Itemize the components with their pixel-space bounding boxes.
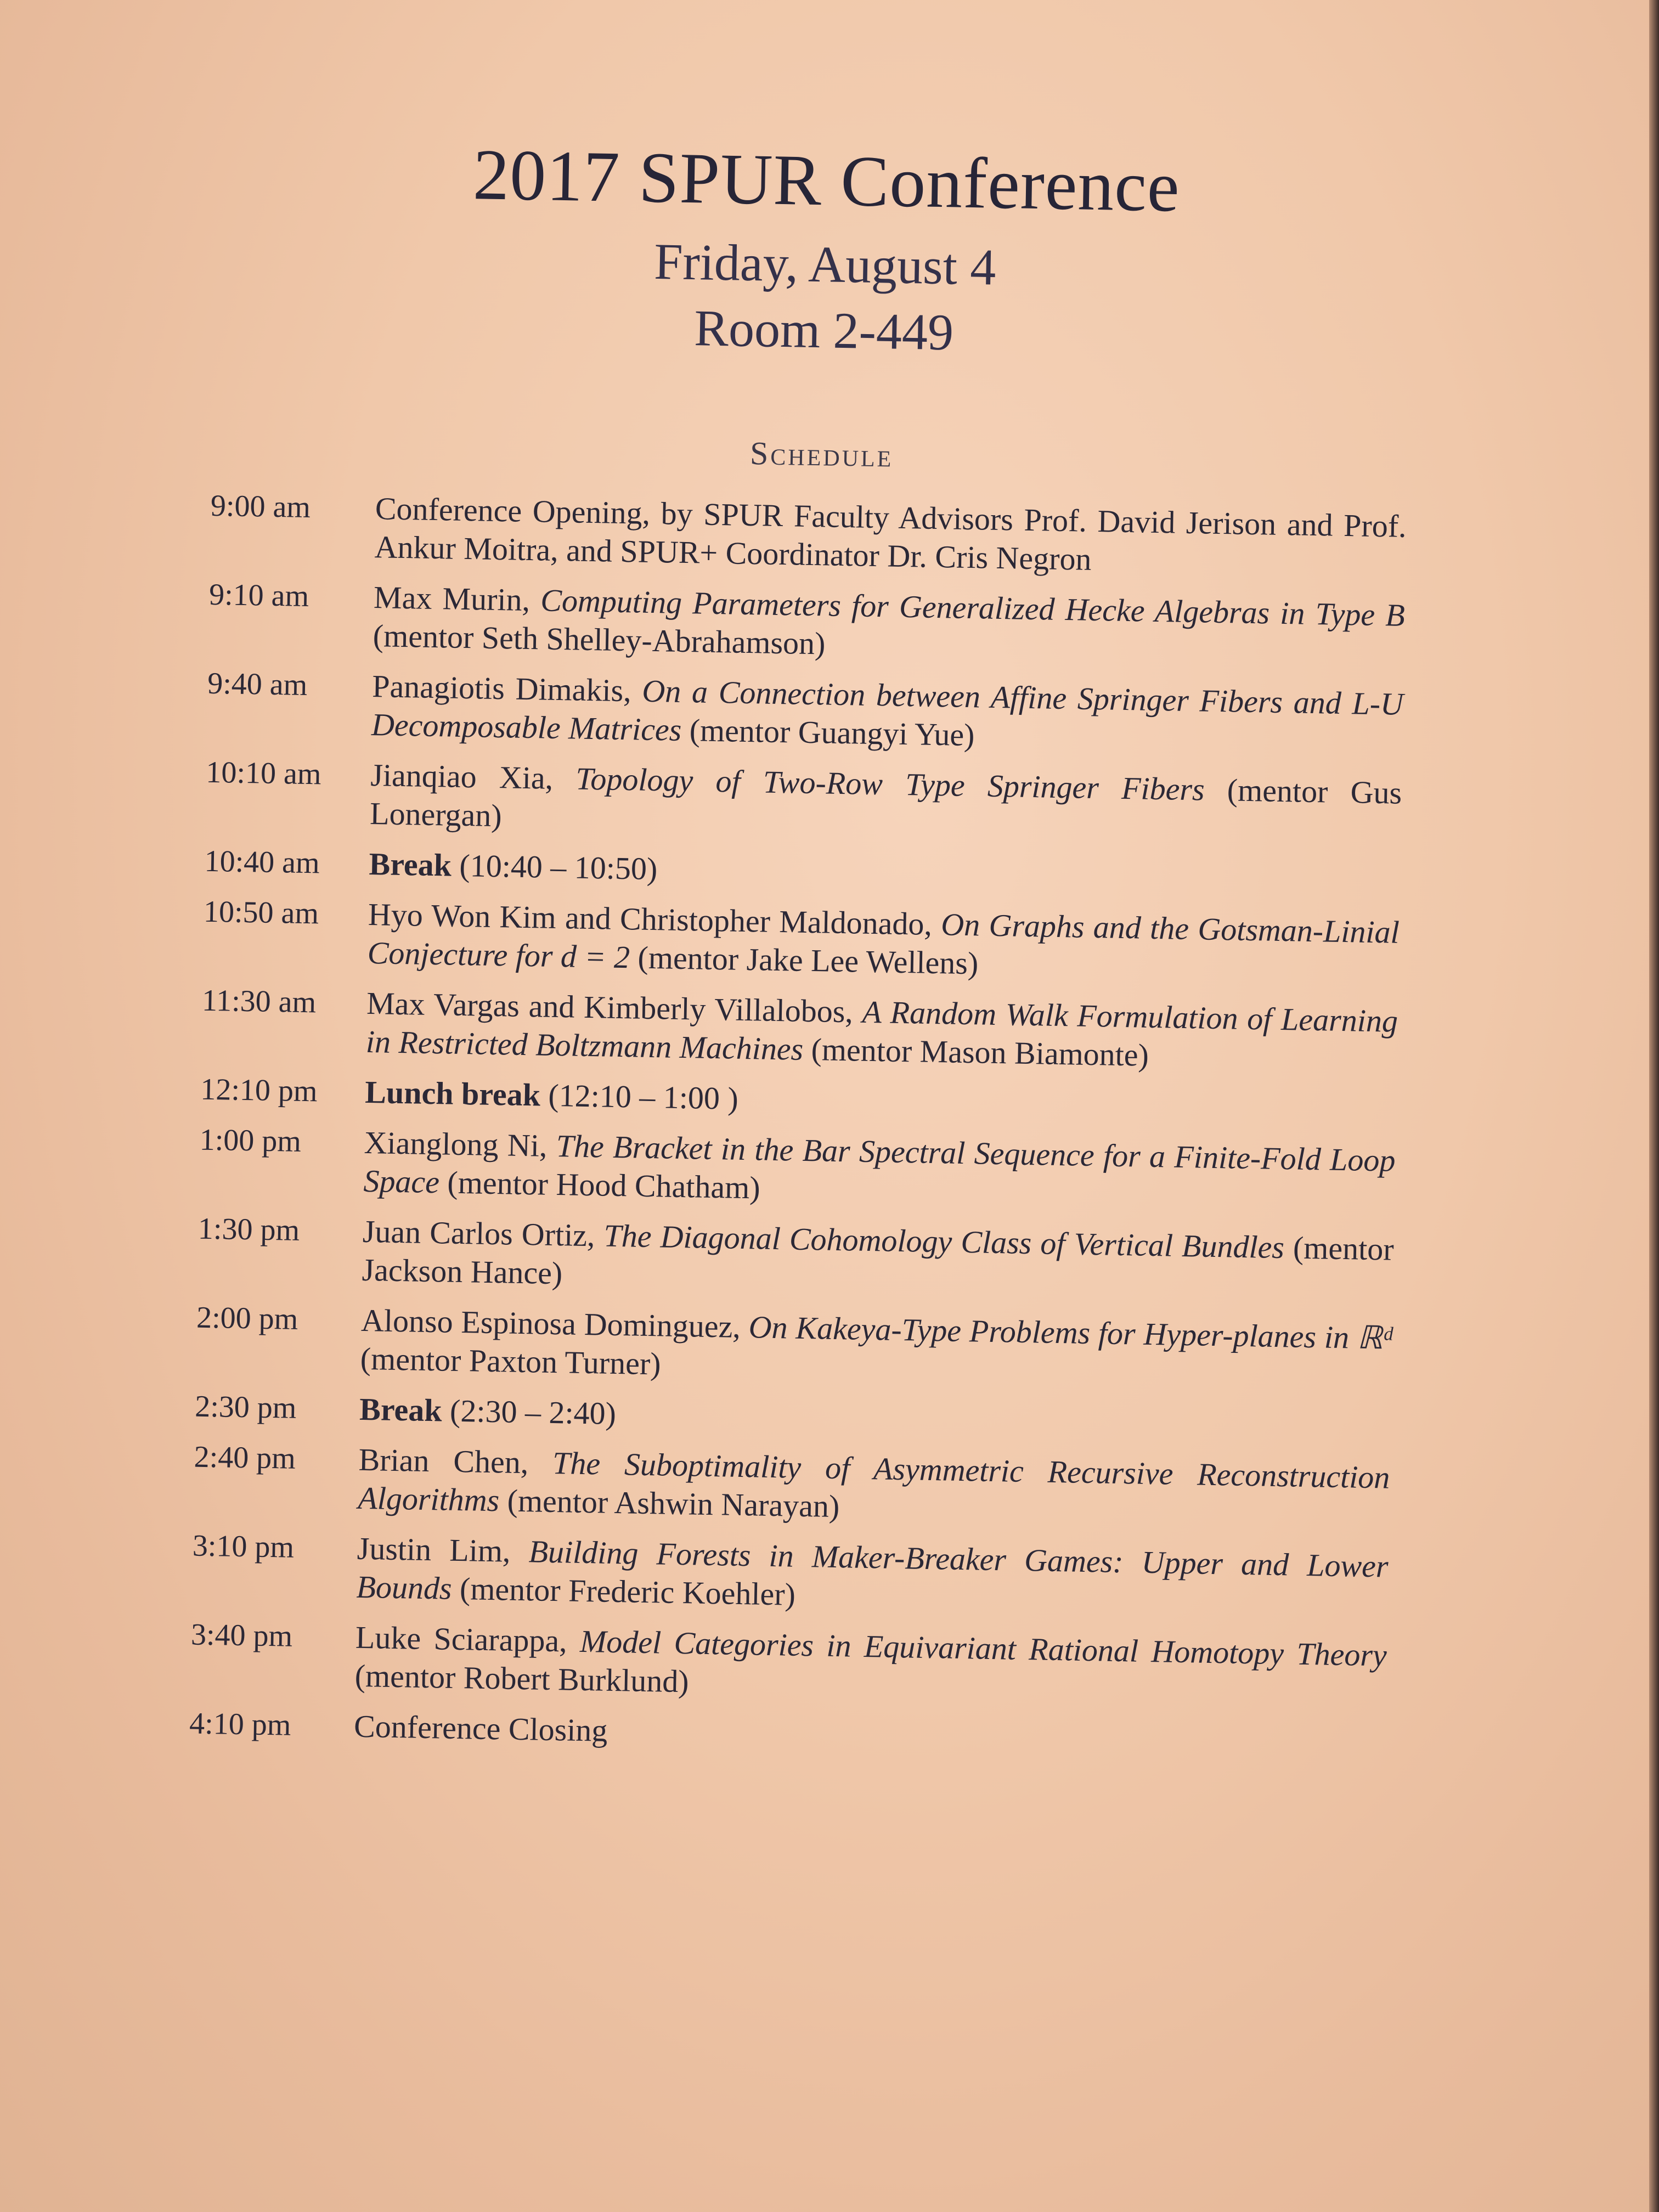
row-speaker: Panagiotis Dimakis — [371, 668, 624, 709]
schedule-row-0910 — [208, 575, 1405, 673]
row-time: 9:00 am — [210, 488, 311, 525]
row-event — [363, 1124, 1396, 1218]
talk-title: On Kakeya-Type Problems for Hyper-planes in ℝᵈ — [748, 1309, 1393, 1356]
row-speaker: Conference Closing — [353, 1708, 608, 1748]
row-time: 3:40 pm — [190, 1617, 293, 1654]
row-time: 10:40 am — [204, 844, 320, 881]
row-time: 1:30 pm — [198, 1211, 300, 1248]
row-speaker: Max Murin — [373, 579, 523, 618]
row-time: 10:10 am — [205, 755, 321, 792]
schedule-row-0900 — [210, 487, 1407, 584]
row-separator: , — [522, 582, 541, 618]
row-separator: , — [623, 673, 643, 709]
row-separator: , — [844, 994, 863, 1030]
schedule-row-0940 — [206, 664, 1403, 762]
schedule-list — [189, 487, 1407, 1776]
row-event — [354, 1707, 1386, 1764]
schedule-row-1400 — [195, 1299, 1392, 1396]
row-time: 9:40 am — [207, 666, 308, 702]
row-mentor: (mentor Mason Biamonte) — [803, 1031, 1149, 1073]
row-time: 9:10 am — [208, 577, 309, 613]
row-time: 3:10 pm — [192, 1528, 295, 1565]
break-time: (10:40 – 10:50) — [451, 847, 658, 887]
row-time: 4:10 pm — [189, 1706, 291, 1742]
schedule-heading: Schedule — [749, 435, 894, 474]
talk-title: The Bracket in the Bar Spectral Sequence for a Finite-Fold Loop Space — [363, 1128, 1396, 1200]
talk-title: A Random Walk Formulation of Learning in Restricted Boltzmann Machines — [365, 994, 1398, 1067]
schedule-row-1540 — [190, 1616, 1387, 1713]
row-time: 2:40 pm — [194, 1440, 296, 1476]
row-speaker: Max Vargas and Kimberly Villalobos — [366, 985, 845, 1030]
row-mentor: (mentor Jackson Hance) — [362, 1229, 1395, 1291]
row-mentor: (mentor Paxton Turner) — [360, 1340, 662, 1382]
schedule-row-1440 — [193, 1438, 1390, 1536]
row-speaker: Justin Lim — [357, 1530, 503, 1569]
talk-title: Model Categories in Equivariant Rational Homotopy Theory — [579, 1623, 1387, 1673]
row-event — [365, 984, 1398, 1079]
schedule-row-1050 — [202, 893, 1400, 990]
event-date: Friday, August 4 — [653, 233, 997, 296]
row-event — [358, 1441, 1390, 1536]
schedule-row-1610 — [189, 1705, 1386, 1764]
row-mentor: (mentor Gus Lonergan) — [369, 771, 1402, 834]
schedule-row-1010 — [205, 753, 1402, 851]
poster-edge — [1649, 0, 1659, 2212]
row-speaker: Luke Sciarappa — [355, 1619, 560, 1659]
row-separator: , — [502, 1533, 529, 1570]
row-event — [359, 1390, 1391, 1447]
row-event — [369, 845, 1401, 901]
page-title: 2017 SPUR Conference — [472, 134, 1181, 227]
row-mentor: (mentor Seth Shelley-Abrahamson) — [373, 618, 826, 662]
schedule-row-1430 — [195, 1387, 1391, 1447]
break-label: Lunch break — [364, 1074, 541, 1113]
row-speaker: Brian Chen — [358, 1441, 521, 1480]
talk-title: On Graphs and the Gotsman-Linial Conjecture for d = 2 — [367, 906, 1400, 975]
row-event — [367, 895, 1400, 990]
talk-title: On a Connection between Affine Springer Fibers and L-U Decomposable Matrices — [371, 673, 1404, 748]
row-time: 10:50 am — [203, 894, 319, 931]
row-separator: , — [545, 760, 577, 797]
row-event — [356, 1530, 1389, 1624]
talk-title: The Suboptimality of Asymmetric Recursive Reconstruction Algorithms — [357, 1444, 1390, 1519]
row-speaker: Hyo Won Kim and Christopher Maldonado — [368, 896, 925, 942]
row-separator: , — [923, 906, 941, 943]
talk-title: Building Forests in Maker-Breaker Games: Upper and Lower Bounds — [356, 1533, 1389, 1606]
row-event — [354, 1618, 1387, 1713]
row-event — [360, 1301, 1392, 1396]
row-separator: , — [558, 1623, 580, 1659]
talk-title: Computing Parameters for Generalized Hecke Algebras in Type B — [540, 582, 1406, 633]
schedule-row-1300 — [199, 1121, 1396, 1218]
row-event — [370, 756, 1402, 851]
row-separator: , — [732, 1308, 749, 1345]
event-room: Room 2-449 — [693, 300, 954, 362]
row-speaker: Juan Carlos Ortiz — [362, 1213, 588, 1254]
row-time: 12:10 pm — [200, 1072, 318, 1109]
row-event — [365, 1073, 1397, 1130]
break-time: (12:10 – 1:00 ) — [540, 1077, 739, 1116]
row-mentor: (mentor Robert Burklund) — [354, 1657, 690, 1700]
break-time: (2:30 – 2:40) — [442, 1392, 617, 1431]
row-mentor: (mentor Ashwin Narayan) — [499, 1482, 840, 1525]
row-event — [371, 667, 1403, 762]
schedule-row-1040 — [204, 842, 1401, 901]
row-time: 1:00 pm — [199, 1122, 302, 1159]
row-speaker: Alonso Espinosa Dominguez — [360, 1302, 733, 1345]
row-event — [374, 489, 1407, 584]
row-time: 2:30 pm — [194, 1389, 297, 1425]
row-speaker: Xianglong Ni — [364, 1124, 540, 1164]
row-mentor: (mentor Guangyi Yue) — [681, 712, 975, 753]
row-time: 11:30 am — [201, 983, 317, 1020]
row-mentor: (mentor Frederic Koehler) — [452, 1570, 796, 1612]
talk-title: Topology of Two-Row Type Springer Fibers — [575, 760, 1205, 808]
schedule-row-1130 — [201, 981, 1398, 1079]
schedule-row-1330 — [197, 1210, 1394, 1307]
break-label: Break — [359, 1391, 443, 1429]
schedule-row-1510 — [191, 1527, 1389, 1624]
schedule-row-1210 — [200, 1070, 1397, 1130]
break-label: Break — [369, 845, 452, 883]
row-mentor: (mentor Jake Lee Wellens) — [629, 939, 979, 981]
row-time: 2:00 pm — [196, 1300, 298, 1336]
talk-title: The Diagonal Cohomology Class of Vertical Bundles — [603, 1217, 1285, 1266]
row-mentor: (mentor Hood Chatham) — [439, 1164, 761, 1206]
row-speaker: Jianqiao Xia — [370, 757, 546, 796]
row-separator: , — [539, 1127, 557, 1164]
row-separator: , — [586, 1217, 605, 1254]
row-event — [373, 578, 1405, 673]
row-event — [362, 1212, 1394, 1307]
row-speaker: Conference Opening, by SPUR Faculty Advisors Prof. David Jerison and Prof. Ankur Moitra, and SPUR+ Coordinator Dr. Cris Negron — [374, 490, 1407, 577]
row-separator: , — [520, 1444, 553, 1481]
